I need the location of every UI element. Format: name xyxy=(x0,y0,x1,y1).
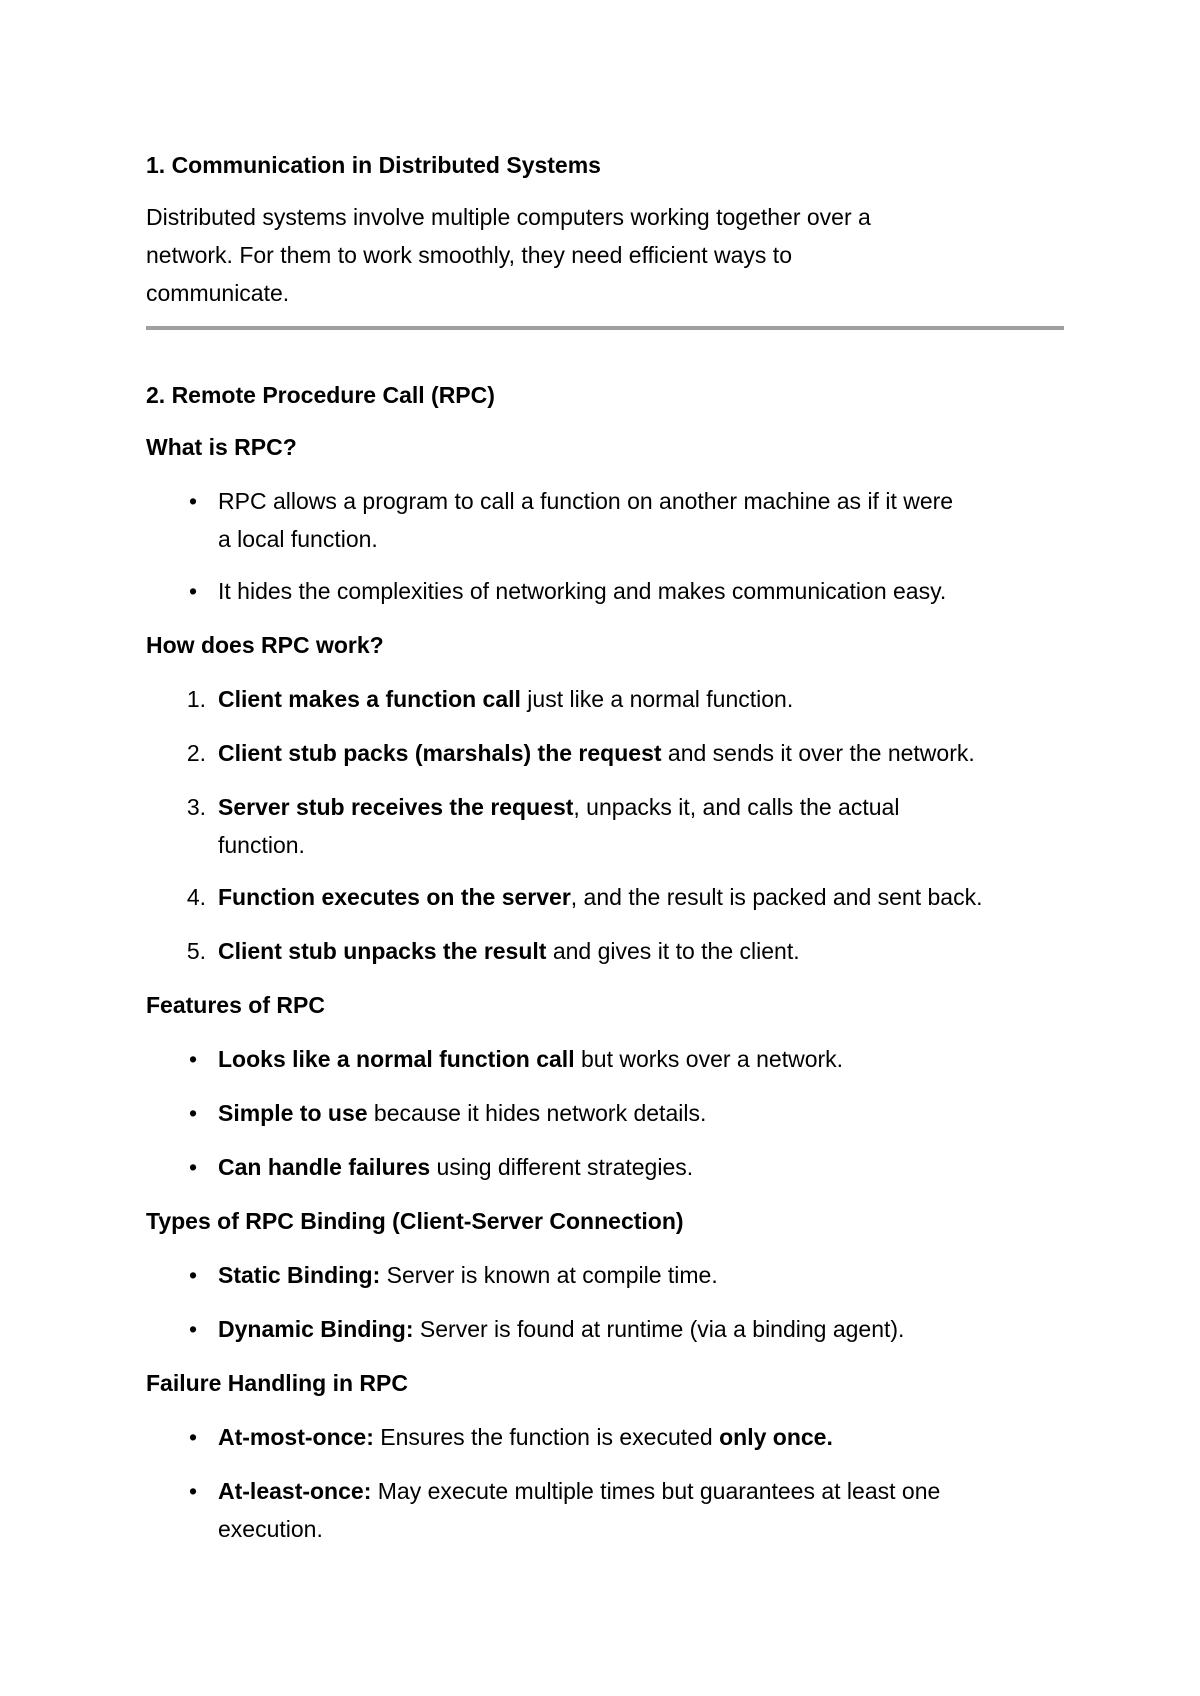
feature-text: but works over a network. xyxy=(574,1046,844,1072)
binding-text: Server is known at compile time. xyxy=(380,1262,718,1288)
failure-bold-text-end: only once. xyxy=(719,1424,833,1450)
failure-heading: Failure Handling in RPC xyxy=(146,1370,408,1396)
list-number: 2. xyxy=(186,740,206,766)
step-text: , unpacks it, and calls the actual xyxy=(573,794,900,820)
feature-bold-text: Looks like a normal function call xyxy=(218,1046,575,1072)
section-2-heading: 2. Remote Procedure Call (RPC) xyxy=(146,382,495,408)
how-rpc-works-heading: How does RPC work? xyxy=(146,632,384,658)
features-heading: Features of RPC xyxy=(146,992,325,1018)
section-1-paragraph-line-1: Distributed systems involve multiple computers working together over a xyxy=(146,204,871,230)
binding-bold-text: Dynamic Binding: xyxy=(218,1316,414,1342)
step-text: and sends it over the network. xyxy=(661,740,975,766)
bullet-icon: • xyxy=(188,1100,198,1126)
failure-bold-text: At-most-once: xyxy=(218,1424,374,1450)
step-text: and gives it to the client. xyxy=(546,938,800,964)
step-text: just like a normal function. xyxy=(520,686,794,712)
bullet-icon: • xyxy=(188,578,198,604)
list-number: 5. xyxy=(186,938,206,964)
binding-heading: Types of RPC Binding (Client-Server Connection) xyxy=(146,1208,684,1234)
binding-bold-text: Static Binding: xyxy=(218,1262,381,1288)
bullet-icon: • xyxy=(188,488,198,514)
bullet-icon: • xyxy=(188,1478,198,1504)
feature-text: using different strategies. xyxy=(430,1154,694,1180)
list-number: 1. xyxy=(186,686,206,712)
feature-bold-text: Can handle failures xyxy=(218,1154,431,1180)
section-1-paragraph-line-3: communicate. xyxy=(146,280,290,306)
binding-text: Server is found at runtime (via a binding agent). xyxy=(413,1316,905,1342)
feature-bold-text: Simple to use xyxy=(218,1100,368,1126)
step-bold-text: Client makes a function call xyxy=(218,686,521,712)
step-bold-text: Client stub unpacks the result xyxy=(218,938,547,964)
failure-text: May execute multiple times but guarantees at least one xyxy=(371,1478,941,1504)
what-is-rpc-heading: What is RPC? xyxy=(146,434,297,460)
section-1-heading: 1. Communication in Distributed Systems xyxy=(146,152,601,178)
list-item-text: It hides the complexities of networking and makes communication easy. xyxy=(218,578,947,604)
list-number: 4. xyxy=(186,884,206,910)
horizontal-divider xyxy=(146,326,1064,330)
step-bold-text: Server stub receives the request xyxy=(218,794,574,820)
bullet-icon: • xyxy=(188,1262,198,1288)
step-text-continuation: function. xyxy=(218,832,305,858)
step-bold-text: Function executes on the server xyxy=(218,884,571,910)
feature-text: because it hides network details. xyxy=(367,1100,707,1126)
failure-text: Ensures the function is executed xyxy=(373,1424,720,1450)
bullet-icon: • xyxy=(188,1046,198,1072)
failure-text-continuation: execution. xyxy=(218,1516,323,1542)
bullet-icon: • xyxy=(188,1424,198,1450)
bullet-icon: • xyxy=(188,1154,198,1180)
list-item-text: a local function. xyxy=(218,526,378,552)
section-1-paragraph-line-2: network. For them to work smoothly, they need efficient ways to xyxy=(146,242,792,268)
bullet-icon: • xyxy=(188,1316,198,1342)
failure-bold-text: At-least-once: xyxy=(218,1478,372,1504)
step-text: , and the result is packed and sent back. xyxy=(570,884,983,910)
list-number: 3. xyxy=(186,794,206,820)
list-item-text: RPC allows a program to call a function on another machine as if it were xyxy=(218,488,954,514)
step-bold-text: Client stub packs (marshals) the request xyxy=(218,740,662,766)
